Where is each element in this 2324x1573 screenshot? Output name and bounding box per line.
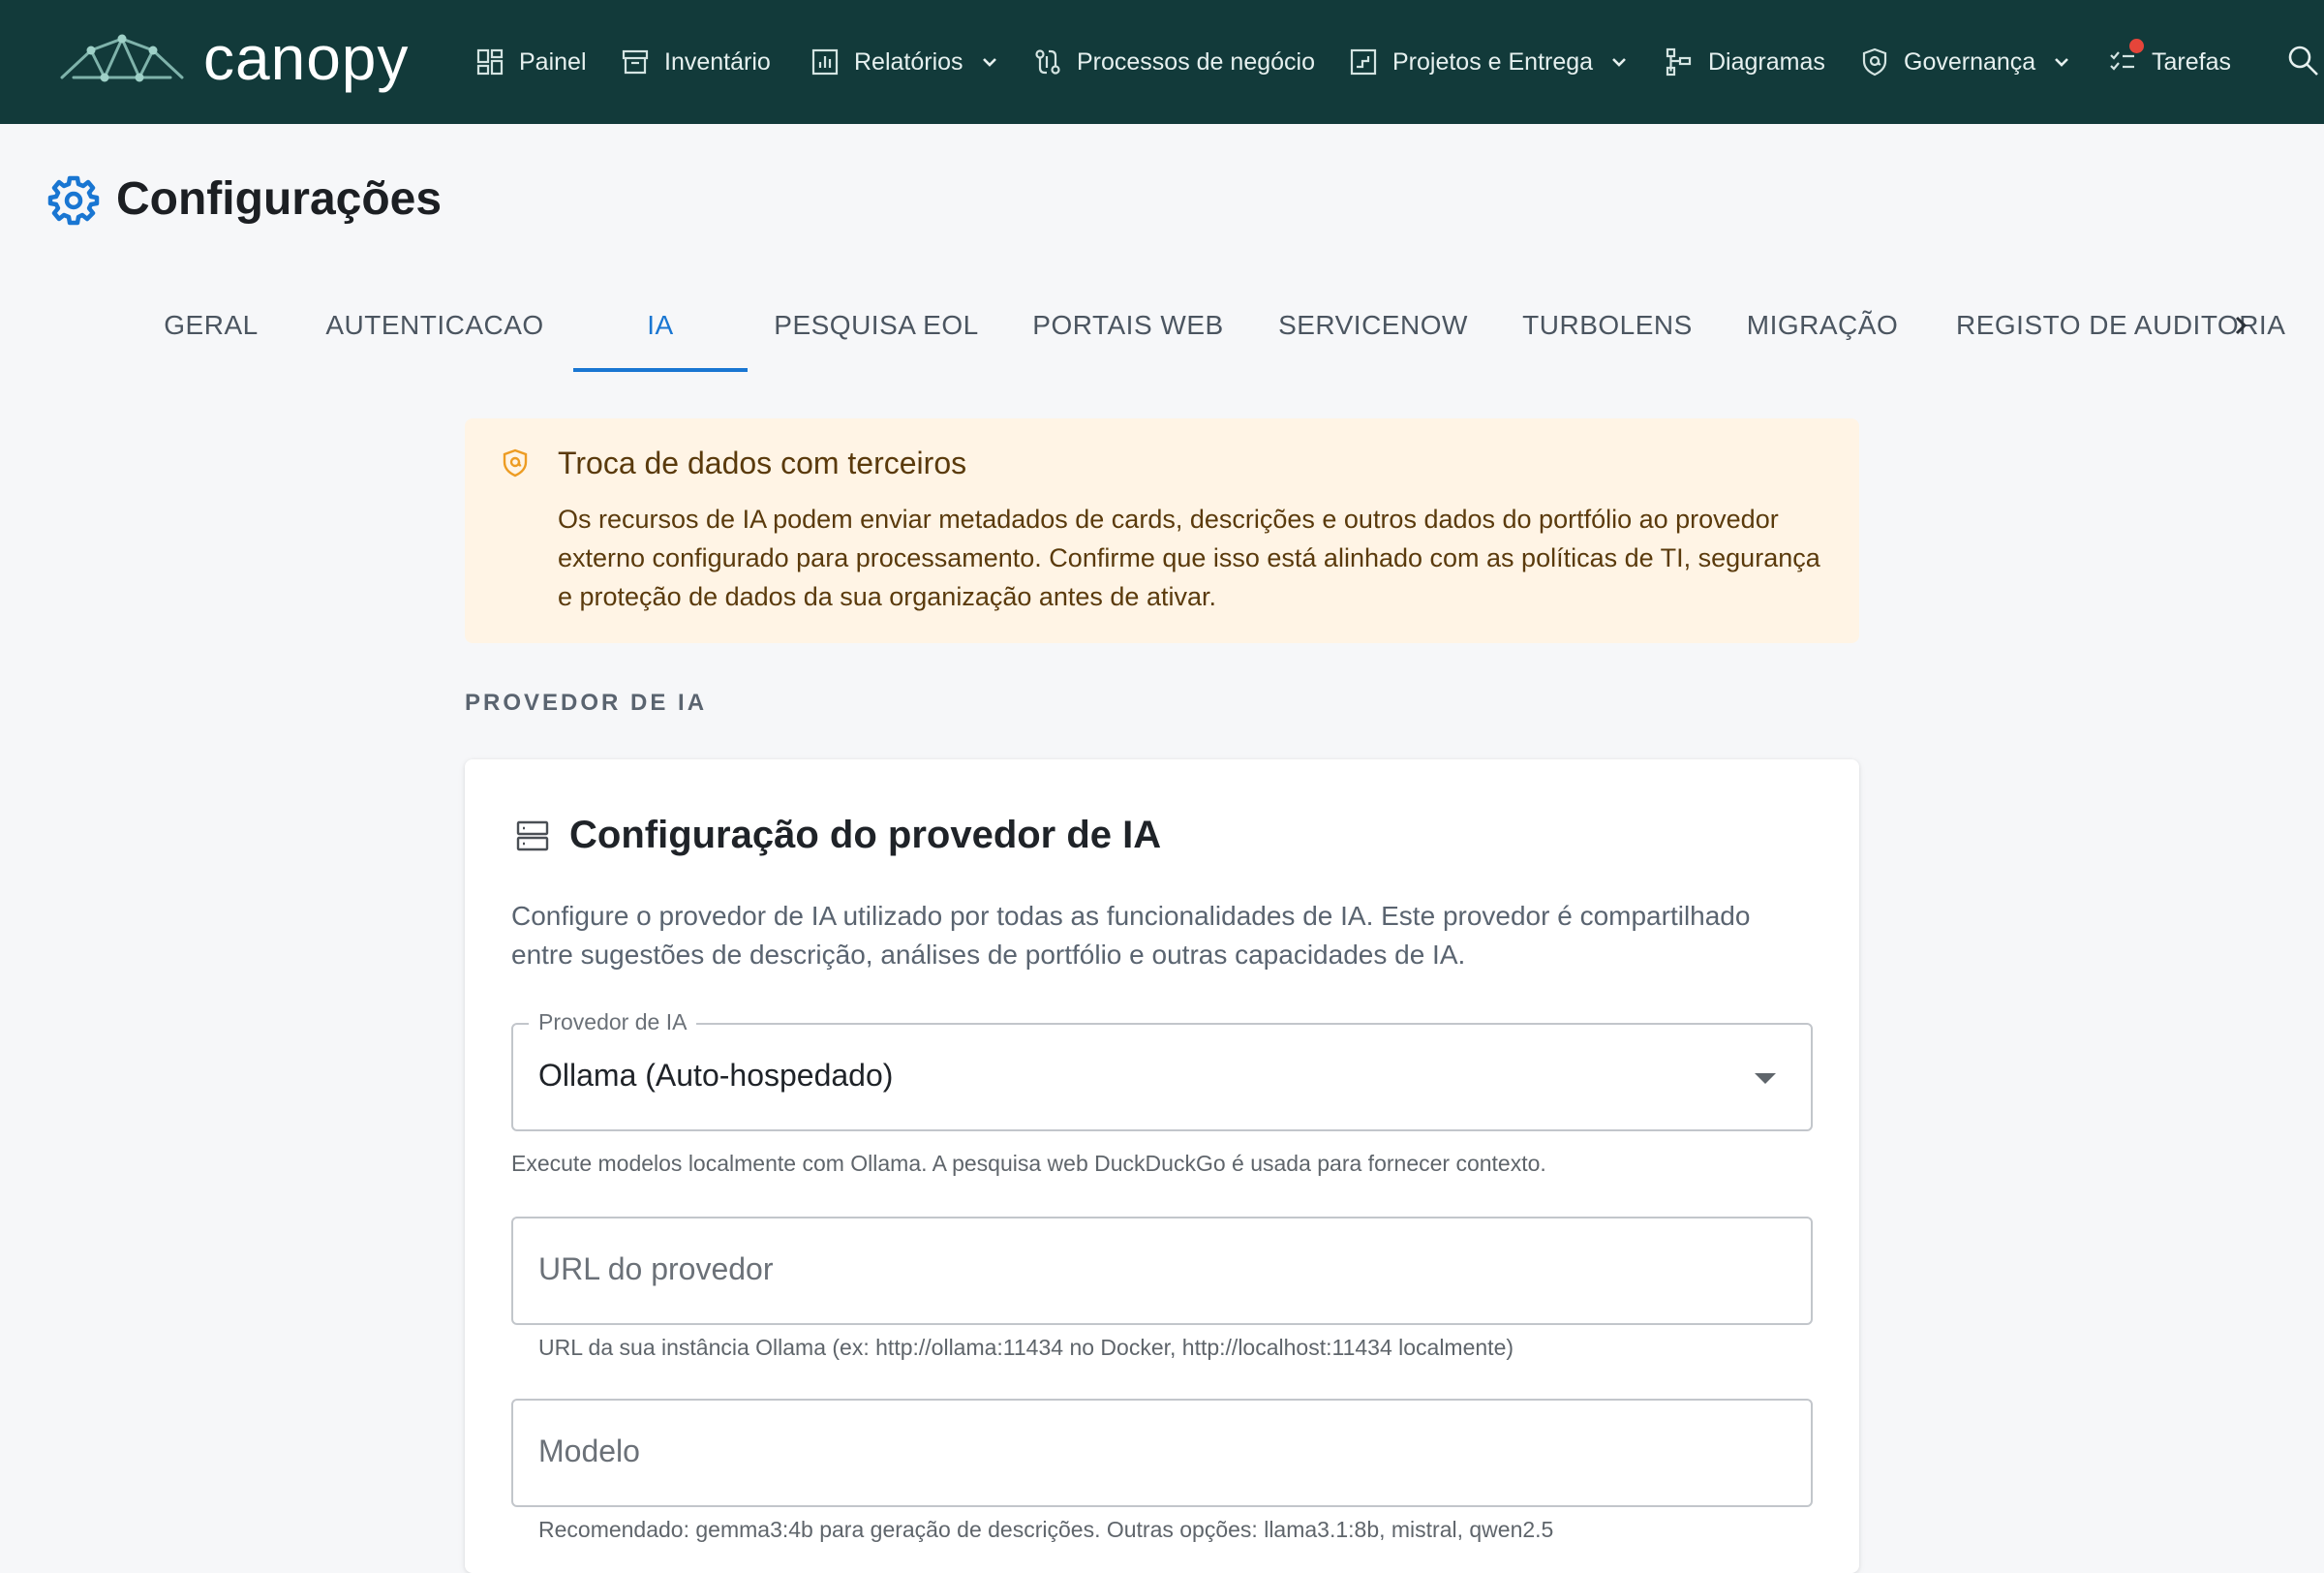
nav-label: Processos de negócio [1077,47,1315,76]
chevron-right-icon [2223,308,2258,343]
top-navigation-bar [0,0,2324,124]
field-label: Provedor de IA [529,1009,696,1035]
nav-item-governanca[interactable] [1859,0,2072,124]
shield-icon [1859,46,1890,77]
notice-body: Os recursos de IA podem enviar metadados de cards, descrições e outros dados do portfólio ao provedor externo configurado para processamento. Confirme que isso está alinhado com as políticas de TI, segurança e proteção de dados da sua organização antes de ativar. [558,505,1820,611]
nav-item-diagramas[interactable] [1664,0,1825,124]
chevron-down-icon [2051,51,2072,73]
chevron-down-icon [979,51,1000,73]
tab-portais-web[interactable]: PORTAIS WEB [1032,310,1224,340]
tab-registo-de-auditoria[interactable]: REGISTO DE AUDITORIA [1956,310,2286,340]
tab-geral[interactable]: GERAL [164,310,259,340]
nav-item-painel[interactable] [474,0,587,124]
section-label: PROVEDOR DE IA [465,690,708,716]
gear-icon [48,174,99,225]
tab-servicenow[interactable]: SERVICENOW [1278,310,1468,340]
archive-icon [620,46,651,77]
project-icon [1348,46,1379,77]
nav-label: Diagramas [1708,47,1825,76]
notice-title: Troca de dados com terceiros [558,446,967,480]
nav-label: Tarefas [2152,47,2231,76]
model-helper-text: Recomendado: gemma3:4b para geração de descrições. Outras opções: llama3.1:8b, mistral, qwen2.5 [538,1517,1554,1542]
nav-label: Relatórios [854,47,963,76]
provider-helper-text: Execute modelos localmente com Ollama. A pesquisa web DuckDuckGo é usada para fornecer contexto. [511,1151,1546,1176]
ai-provider-card [465,759,1859,1573]
tab-migracao[interactable]: MIGRAÇÃO [1746,310,1899,340]
third-party-data-notice [465,418,1859,643]
card-title: Configuração do provedor de IA [569,814,1162,856]
tab-pesquisa-eol[interactable]: PESQUISA EOL [774,310,979,340]
ai-provider-select[interactable] [511,1009,1813,1131]
field-placeholder: URL do provedor [538,1251,774,1286]
diagram-icon [1664,46,1695,77]
tabs-scroll-right-button[interactable] [2223,308,2258,343]
active-tab-indicator [573,368,748,372]
settings-tabs [0,281,2324,374]
canopy-logo-icon [58,33,186,91]
nav-item-relatorios[interactable] [810,0,1000,124]
server-icon [513,817,552,855]
search-icon [2285,43,2320,77]
tab-turbolens[interactable]: TURBOLENS [1522,310,1693,340]
nav-item-tarefas[interactable] [2107,0,2231,124]
dashboard-icon [474,46,505,77]
field-placeholder: Modelo [538,1434,640,1468]
page-header [48,172,442,226]
nav-item-projetos[interactable] [1348,0,1630,124]
nav-item-processos[interactable] [1032,0,1315,124]
shield-icon [500,447,531,478]
nav-label: Projetos e Entrega [1392,47,1594,76]
nav-item-inventario[interactable] [620,0,771,124]
model-field[interactable] [511,1399,1813,1507]
nav-label: Painel [519,47,587,76]
app-name: canopy [203,23,410,93]
checklist-icon [2107,46,2138,77]
page-title: Configurações [116,173,443,225]
nav-label: Governança [1904,47,2036,76]
selected-provider: Ollama (Auto-hospedado) [538,1058,894,1093]
provider-url-field[interactable] [511,1217,1813,1325]
tab-ia[interactable]: IA [647,310,674,340]
nav-label: Inventário [664,47,771,76]
card-description: Configure o provedor de IA utilizado por todas as funcionalidades de IA. Este provedor é compartilhado entre sugestões de descrição, análises de portfólio e outras capacidades de IA. [511,901,1751,970]
search-button[interactable] [2285,43,2324,81]
app-logo[interactable] [58,23,410,97]
card-header [513,814,1161,857]
notification-dot [2129,39,2144,53]
dropdown-arrow-icon [1755,1073,1776,1084]
chevron-down-icon [1608,51,1630,73]
process-icon [1032,46,1063,77]
bar-chart-icon [810,46,841,77]
url-helper-text: URL da sua instância Ollama (ex: http://ollama:11434 no Docker, http://localhost:11434 localmente) [538,1335,1514,1360]
tab-autenticacao[interactable]: AUTENTICACAO [325,310,544,340]
